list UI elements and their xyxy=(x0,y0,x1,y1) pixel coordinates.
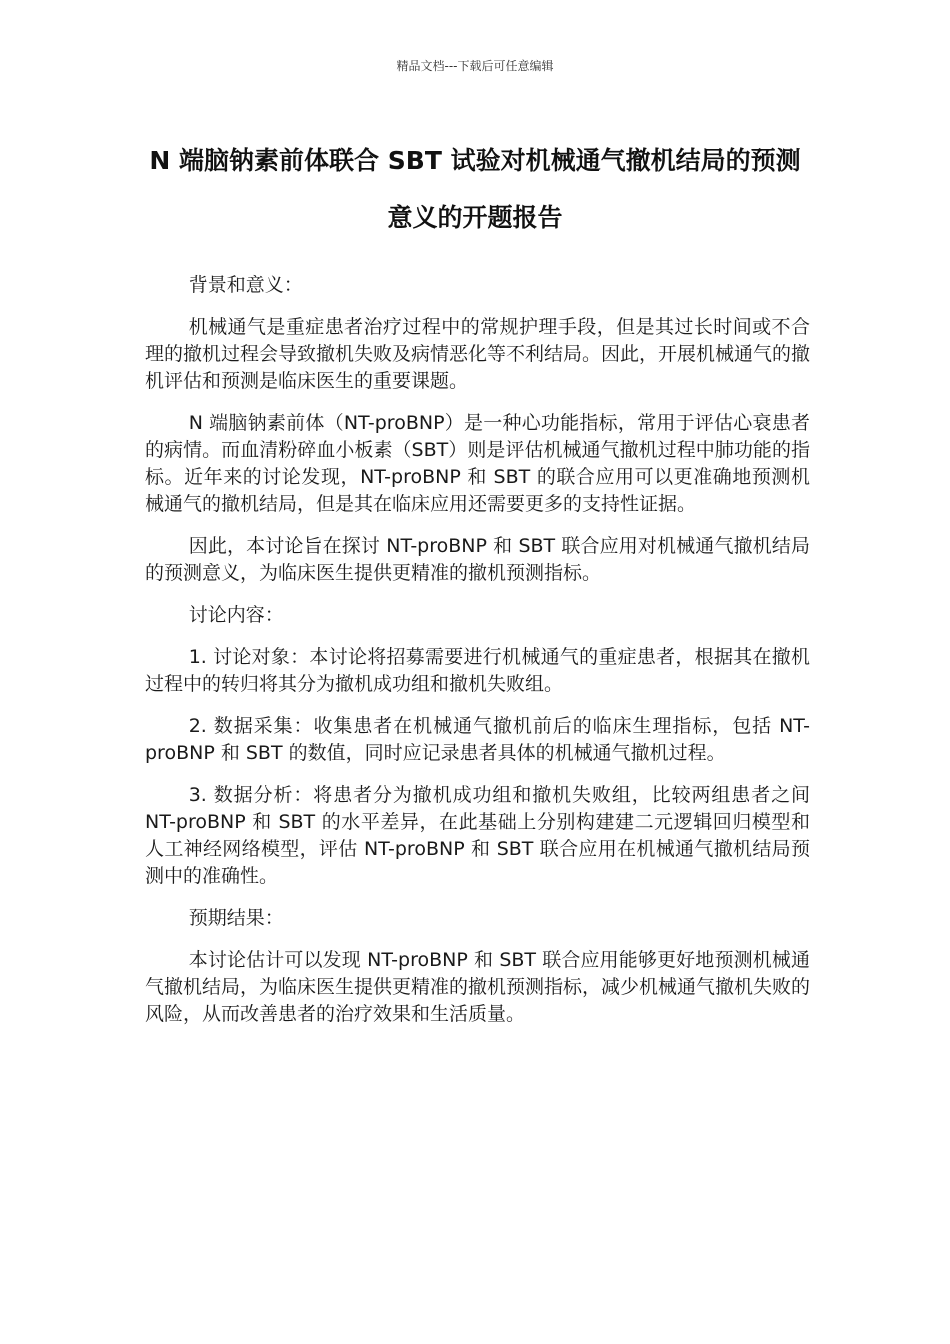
list-item: 2. 数据采集：收集患者在机械通气撤机前后的临床生理指标，包括 NT-proBNP 和 SBT 的数值，同时应记录患者具体的机械通气撤机过程。 xyxy=(145,715,810,764)
list-item: 3. 数据分析：将患者分为撤机成功组和撤机失败组，比较两组患者之间 NT-proBNP 和 SBT 的水平差异，在此基础上分别构建建二元逻辑回归模型和人工神经网络模型，评估 NT-proBNP 和 SBT 联合应用在机械通气撤机结局预测中的准确性。 xyxy=(145,784,810,887)
paragraph: N 端脑钠素前体（NT-proBNP）是一种心功能指标，常用于评估心衰患者的病情。而血清粉碎血小板素（SBT）则是评估机械通气撤机过程中肺功能的指标。近年来的讨论发现，NT-proBNP 和 SBT 的联合应用可以更准确地预测机械通气的撤机结局，但是其在临床应用还需要更多的支持性证据。 xyxy=(145,412,810,515)
page-header-note: 精品文档---下载后可任意编辑 xyxy=(396,59,554,73)
paragraph: 因此，本讨论旨在探讨 NT-proBNP 和 SBT 联合应用对机械通气撤机结局的预测意义，为临床医生提供更精准的撤机预测指标。 xyxy=(145,535,810,584)
section-heading-expected-results: 预期结果： xyxy=(188,907,284,929)
document-title: N 端脑钠素前体联合 SBT 试验对机械通气撤机结局的预测意义的开题报告 xyxy=(149,146,801,232)
section-heading-background: 背景和意义： xyxy=(188,274,303,296)
list-item: 1. 讨论对象：本讨论将招募需要进行机械通气的重症患者，根据其在撤机过程中的转归将其分为撤机成功组和撤机失败组。 xyxy=(145,646,810,695)
paragraph: 机械通气是重症患者治疗过程中的常规护理手段，但是其过长时间或不合理的撤机过程会导致撤机失败及病情恶化等不利结局。因此，开展机械通气的撤机评估和预测是临床医生的重要课题。 xyxy=(145,316,811,392)
section-heading-content: 讨论内容： xyxy=(188,604,284,626)
paragraph: 本讨论估计可以发现 NT-proBNP 和 SBT 联合应用能够更好地预测机械通气撤机结局，为临床医生提供更精准的撤机预测指标，减少机械通气撤机失败的风险，从而改善患者的治疗效果和生活质量。 xyxy=(145,949,811,1025)
document-body xyxy=(145,272,810,1043)
